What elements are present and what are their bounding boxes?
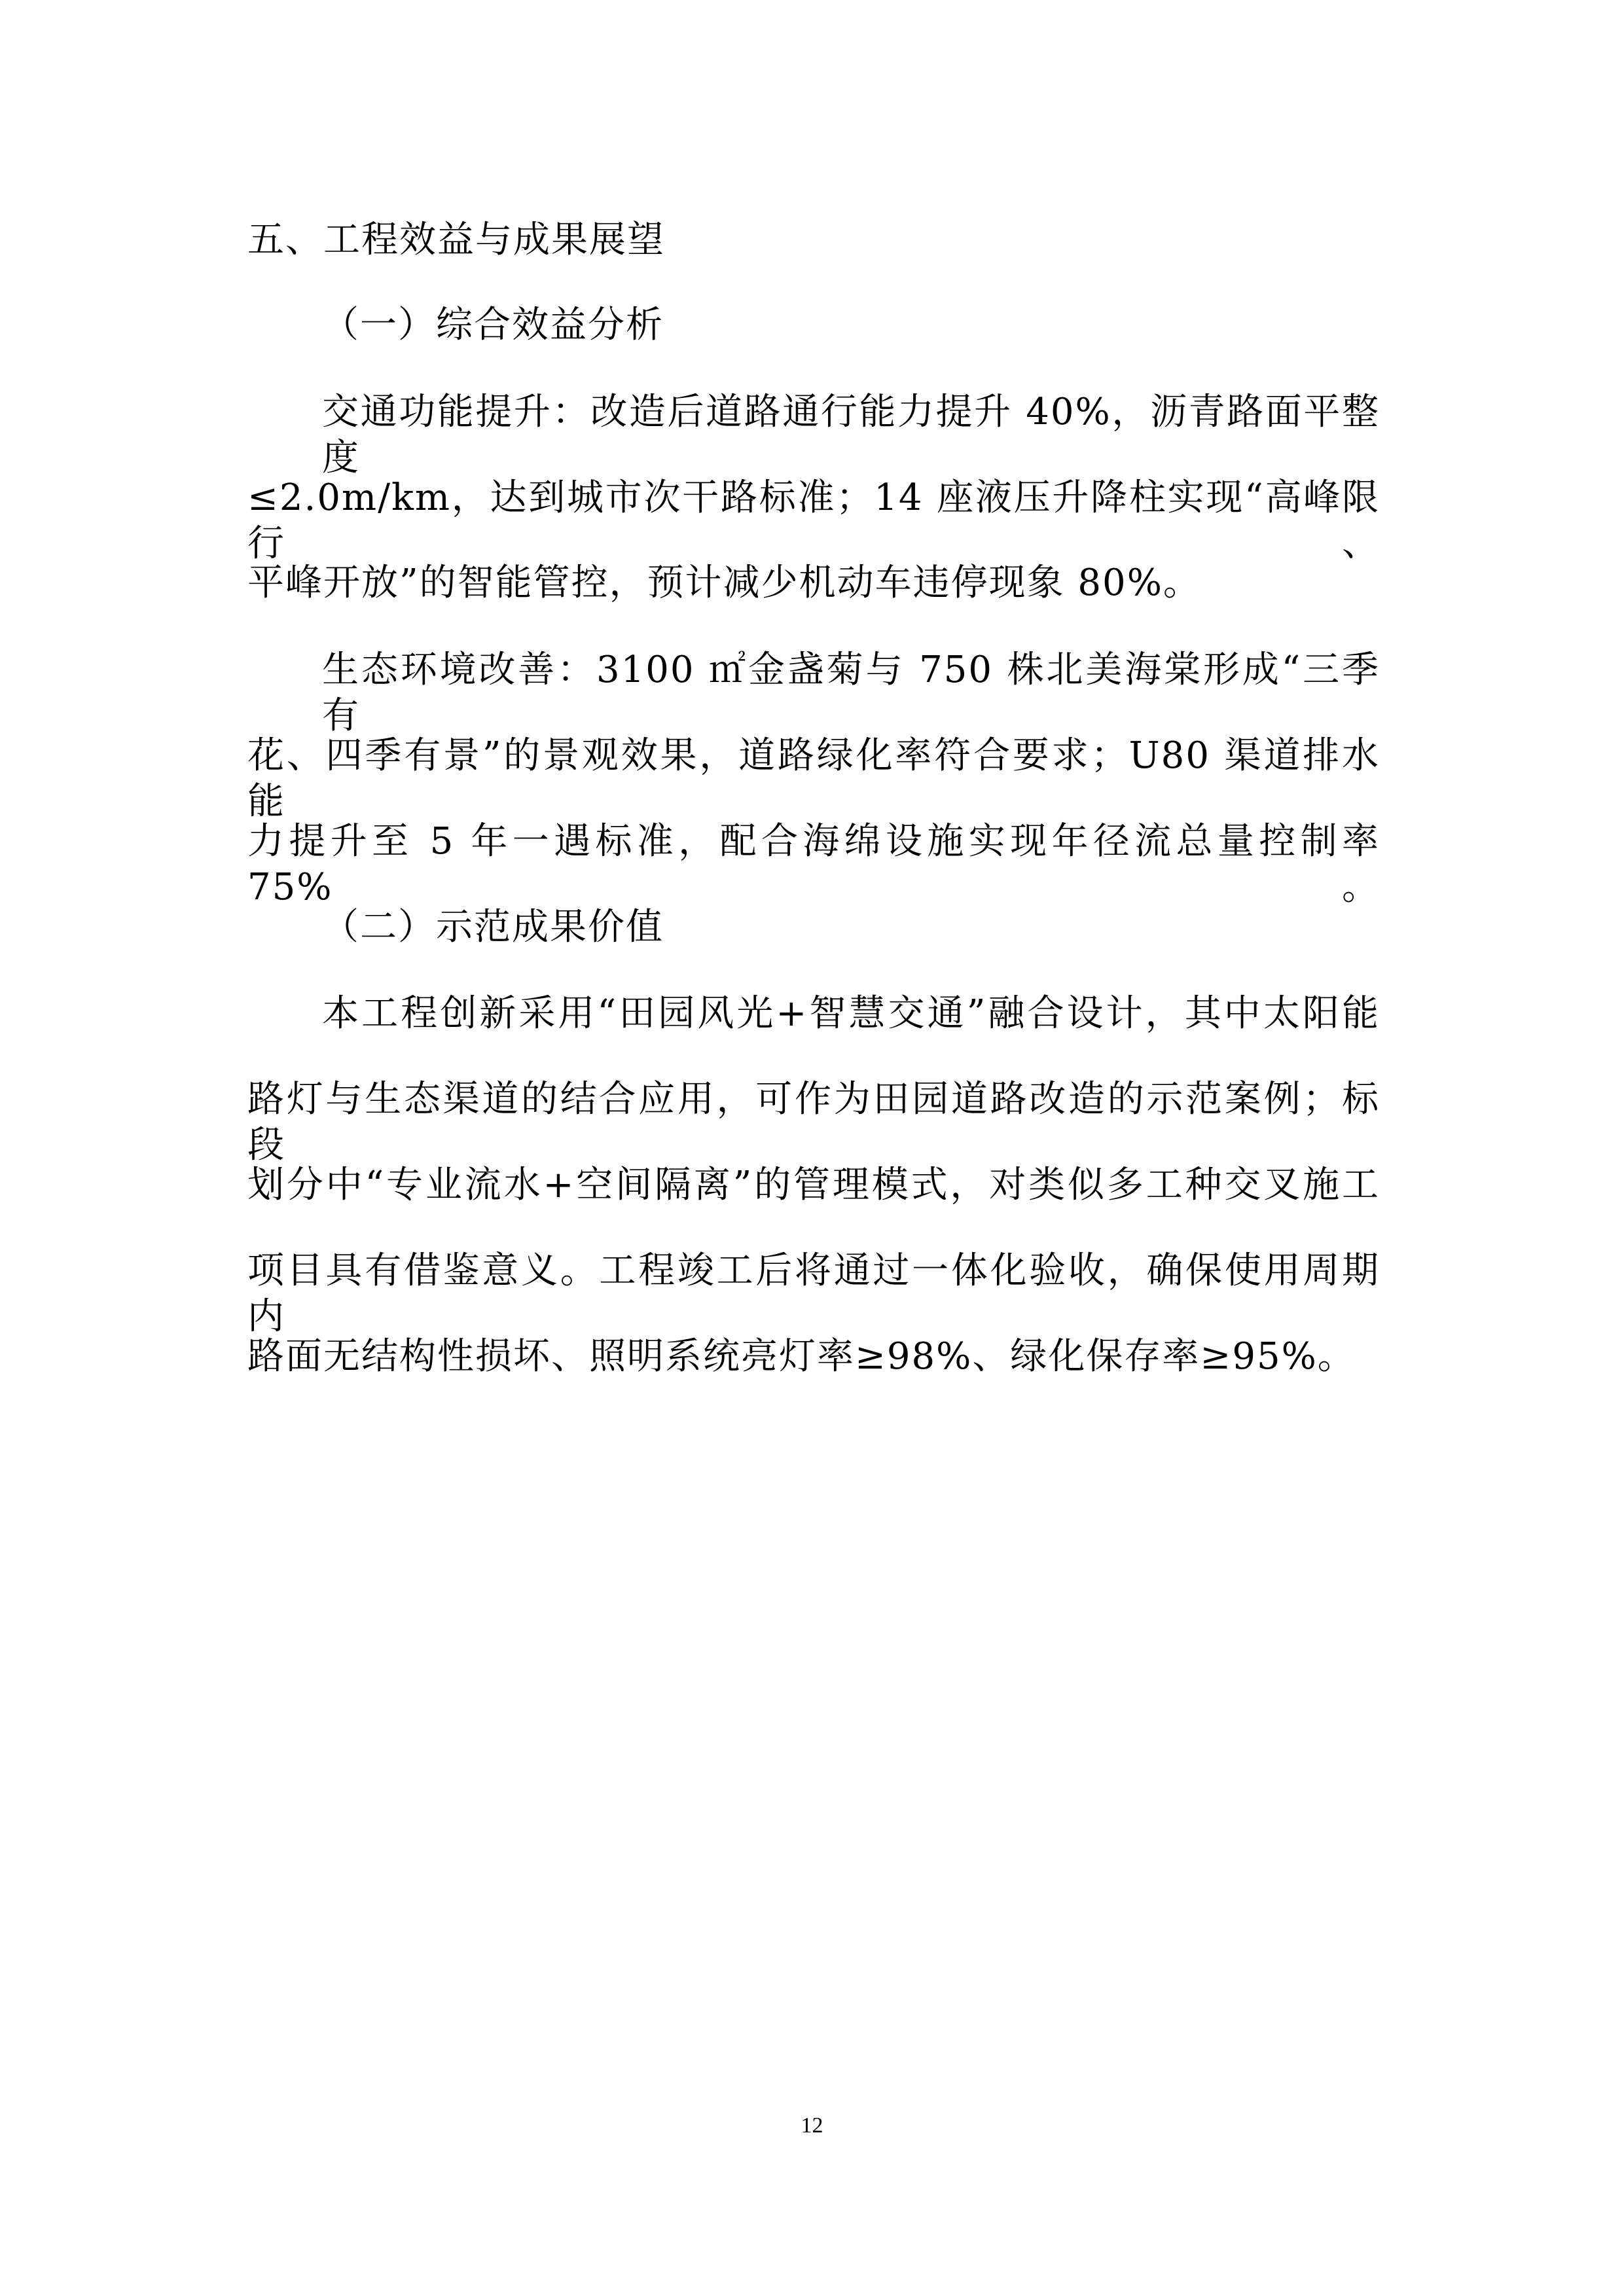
paragraph-line: 本工程创新采用“田园风光+智慧交通”融合设计，其中太阳能 bbox=[322, 992, 1380, 1035]
paragraph-line: 路灯与生态渠道的结合应用，可作为田园道路改造的示范案例；标段 bbox=[247, 1078, 1380, 1166]
page-number: 12 bbox=[801, 2113, 823, 2138]
section-heading: 五、工程效益与成果展望 bbox=[247, 219, 665, 261]
subsection-heading-1: （一）综合效益分析 bbox=[322, 304, 664, 346]
paragraph-line: 力提升至 5 年一遇标准，配合海绵设施实现年径流总量控制率 75%。 bbox=[247, 820, 1380, 908]
paragraph-line: 平峰开放”的智能管控，预计减少机动车违停现象 80%。 bbox=[247, 562, 1201, 604]
paragraph-line: 项目具有借鉴意义。工程竣工后将通过一体化验收，确保使用周期内 bbox=[247, 1249, 1380, 1338]
paragraph-line: 生态环境改善：3100 ㎡金盏菊与 750 株北美海棠形成“三季有 bbox=[322, 649, 1380, 737]
paragraph-line: 路面无结构性损坏、照明系统亮灯率≥98%、绿化保存率≥95%。 bbox=[247, 1335, 1356, 1378]
paragraph-line: 交通功能提升：改造后道路通行能力提升 40%，沥青路面平整度 bbox=[322, 391, 1380, 479]
subsection-heading-2: （二）示范成果价值 bbox=[322, 906, 664, 948]
paragraph-line: 花、四季有景”的景观效果，道路绿化率符合要求；U80 渠道排水能 bbox=[247, 734, 1380, 823]
paragraph-line: 划分中“专业流水+空间隔离”的管理模式，对类似多工种交叉施工 bbox=[247, 1164, 1380, 1206]
paragraph-line: ≤2.0m/km，达到城市次干路标准；14 座液压升降柱实现“高峰限行、 bbox=[247, 476, 1380, 565]
